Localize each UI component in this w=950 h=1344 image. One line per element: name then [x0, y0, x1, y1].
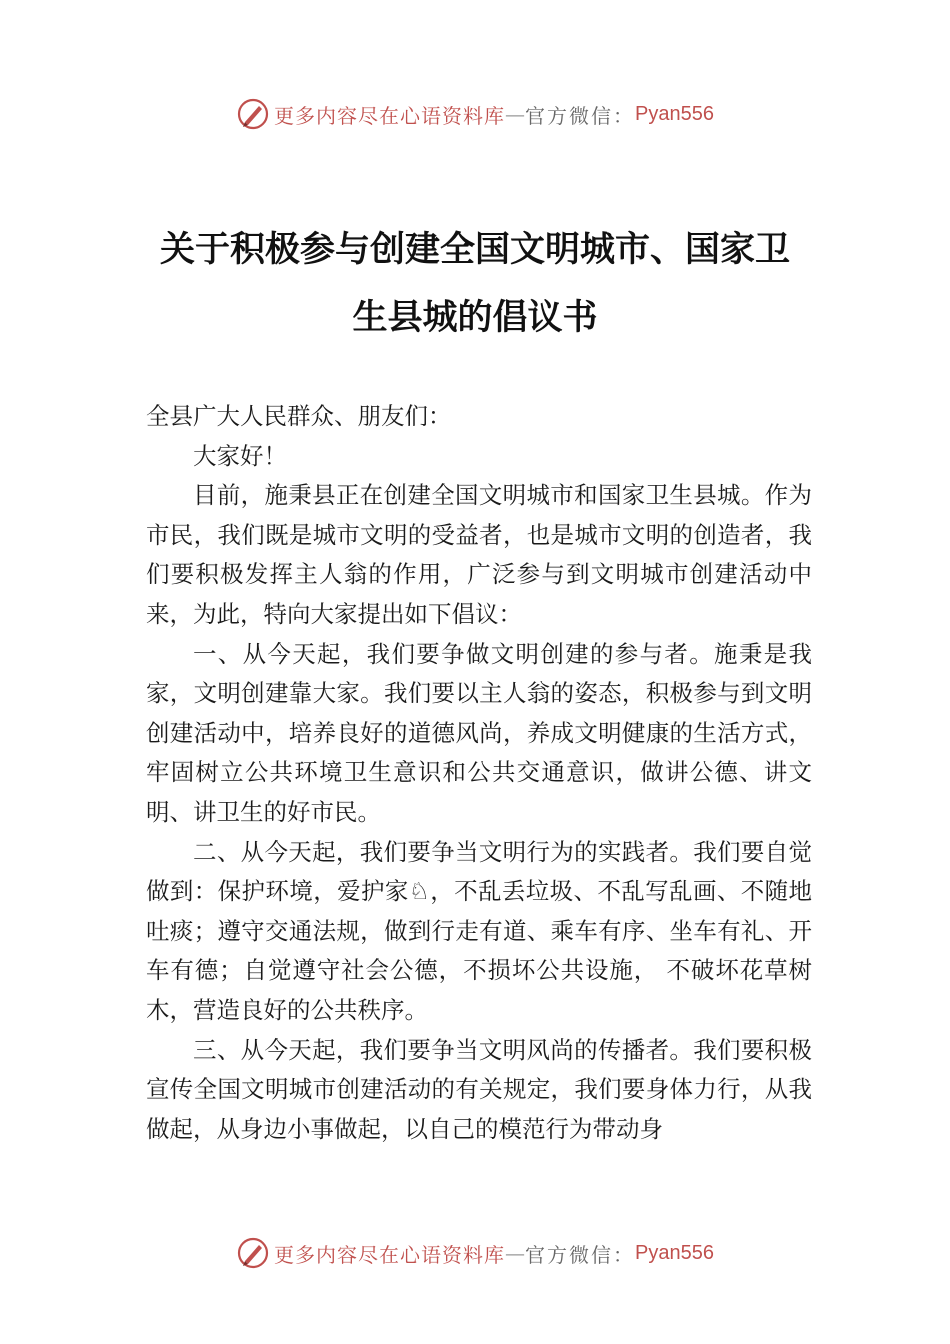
wechat-id: Pyan556 — [635, 1241, 714, 1264]
wechat-label: 官方微信： — [525, 1242, 636, 1267]
body-paragraph: 一、从今天起，我们要争做文明创建的参与者。施秉是我家，文明创建靠大家。我们要以主人翁的姿态，积极参与到文明创建活动中，培养良好的道德风尚，养成文明健康的生活方式，牢固树立公共环境卫生意识和公共交通意识，做讲公德、讲文明、讲卫生的好市民。 — [146, 639, 812, 826]
pen-logo-icon — [236, 1236, 270, 1270]
promo-text: 更多内容尽在心语资料库 — [274, 1242, 506, 1267]
body-paragraph: 目前，施秉县正在创建全国文明城市和国家卫生县城。作为市民，我们既是城市文明的受益者，也是城市文明的创造者，我们要积极发挥主人翁的作用，广泛参与到文明城市创建活动中来，为此，特向大家提出如下倡议： — [146, 481, 812, 628]
body-paragraph: 三、从今天起，我们要争当文明风尚的传播者。我们要积极宣传全国文明城市创建活动的有关规定，我们要身体力行，从我做起，从身边小事做起，以自己的模范行为带动身 — [146, 1035, 812, 1143]
promo-text: 更多内容尽在心语资料库 — [274, 103, 506, 128]
document-body — [146, 397, 812, 1149]
wechat-label: 官方微信： — [525, 103, 636, 128]
title-line-1: 关于积极参与创建全国文明城市、国家卫 — [159, 229, 790, 270]
document-title — [140, 216, 810, 352]
pen-logo-icon — [236, 97, 270, 131]
separator: — — [505, 1241, 526, 1265]
salutation: 全县广大人民群众、朋友们： — [146, 402, 452, 430]
footer-banner — [0, 1233, 950, 1273]
separator: — — [505, 102, 526, 126]
title-line-2: 生县城的倡议书 — [352, 297, 598, 338]
greeting: 大家好！ — [193, 441, 287, 470]
body-paragraph: 二、从今天起，我们要争当文明行为的实践者。我们要自觉做到：保护环境，爱护家♘，不乱丢垃圾、不乱写乱画、不随地吐痰；遵守交通法规，做到行走有道、乘车有序、坐车有礼、开车有德；自觉遵守社会公德，不损坏公共设施， 不破坏花草树木，营造良好的公共秩序。 — [146, 837, 812, 1024]
header-banner — [0, 94, 950, 134]
wechat-id: Pyan556 — [635, 102, 714, 125]
